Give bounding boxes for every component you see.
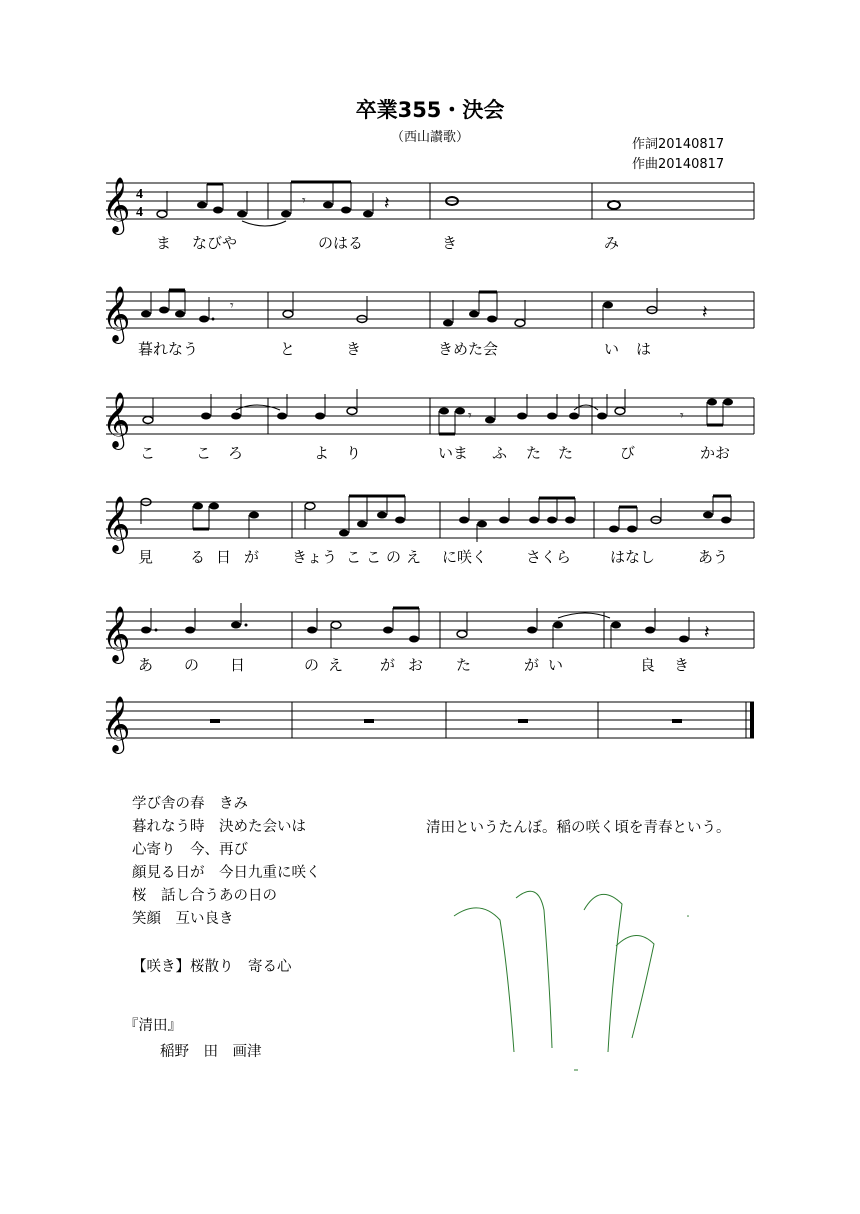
lyric: こ (196, 444, 212, 462)
lyric: はなし (610, 548, 656, 566)
lyric: え (406, 548, 422, 566)
lyric: よ (314, 444, 330, 462)
poem-line: 心寄り 今、再び (132, 842, 248, 858)
lyric: が (244, 548, 260, 566)
page-subtitle: （西山讃歌） (390, 130, 469, 145)
notes-m3 (443, 292, 525, 327)
rice-plant-illustration (440, 870, 700, 1080)
lyric: た (558, 444, 574, 462)
lyric: た (526, 444, 542, 462)
lyric: い (548, 656, 564, 674)
poem-line: 笑顔 互い良き (132, 911, 234, 927)
svg-text:𝄾: 𝄾 (302, 193, 306, 209)
lyric: ま (156, 234, 172, 252)
lyric: き (346, 340, 362, 358)
lyric: こ (366, 548, 382, 566)
svg-text:𝄽: 𝄽 (702, 302, 708, 323)
svg-text:𝄾: 𝄾 (230, 298, 234, 314)
lyricist-credit: 作詞20140817 (632, 137, 725, 152)
signature-label: 『清田』 (124, 1018, 182, 1034)
lyric: が (380, 656, 396, 674)
treble-clef-icon: 𝄞 (102, 696, 131, 752)
side-note: 清田というたんぼ。稲の咲く頃を青春という。 (426, 820, 731, 836)
notes-m4 (611, 608, 710, 648)
lyric: 見 (138, 548, 154, 566)
treble-clef-icon: 𝄞 (102, 286, 131, 342)
lyric: きめた会 (438, 340, 499, 358)
lyric: きょう (292, 548, 338, 566)
lyric: き (442, 234, 458, 252)
lyric: び (620, 444, 636, 462)
lyric: のはる (318, 234, 364, 252)
lyric: が (524, 656, 540, 674)
staff-system-5 (102, 603, 754, 664)
lyric: 良 (640, 656, 656, 674)
notes-m3 (439, 394, 598, 434)
svg-text:𝄾: 𝄾 (680, 408, 684, 424)
lyric: は (636, 340, 652, 358)
treble-clef-icon: 𝄞 (102, 496, 131, 552)
lyric: た (456, 656, 472, 674)
lyric: に咲く (442, 548, 488, 566)
signature-name: 稲野 田 画津 (160, 1044, 262, 1060)
treble-clef-icon: 𝄞 (102, 392, 131, 448)
lyric: こ (140, 444, 156, 462)
lyric: み (604, 234, 620, 252)
lyric: 日 (230, 656, 246, 674)
treble-clef-icon: 𝄞 (102, 606, 131, 662)
staff-system-3 (102, 389, 754, 450)
lyric: え (328, 656, 344, 674)
lyric: なびや (192, 234, 238, 252)
notes-m1 (141, 603, 248, 634)
staff-system-6 (102, 696, 754, 754)
notes-m2 (281, 182, 390, 218)
svg-text:𝄽: 𝄽 (384, 193, 390, 214)
svg-text:𝄽: 𝄽 (704, 622, 710, 643)
lyric: かお (700, 444, 731, 462)
staff-system-2 (102, 286, 754, 344)
lyric: こ (346, 548, 362, 566)
lyric: あう (698, 548, 729, 566)
lyric: い (604, 340, 620, 358)
poem-line: 学び舎の春 きみ (132, 796, 248, 812)
notes-m1 (157, 184, 286, 226)
lyric: き (674, 656, 690, 674)
lyric: 暮れなう (138, 340, 199, 358)
keyword-line: 【咲き】桜散り 寄る心 (132, 959, 292, 975)
notes-m1 (141, 499, 259, 539)
time-sig-bottom: 4 (136, 205, 143, 220)
lyric: ろ (228, 444, 244, 462)
notes-m4 (603, 288, 708, 328)
lyric: いま (438, 444, 469, 462)
notes-m2 (307, 608, 419, 648)
time-sig-top: 4 (136, 187, 143, 202)
notes-m1 (141, 290, 234, 323)
svg-text:𝄾: 𝄾 (468, 408, 472, 424)
notes-m3 (457, 608, 610, 648)
notes-m2 (283, 292, 367, 323)
lyric: り (346, 444, 362, 462)
page-title: 卒業355・決会 (355, 98, 505, 122)
treble-clef-icon: 𝄞 (102, 177, 131, 233)
lyric: の (304, 656, 320, 674)
composer-credit: 作曲20140817 (632, 157, 725, 172)
lyric: ふ (492, 444, 508, 462)
lyric: る (190, 548, 206, 566)
staff-system-1 (102, 177, 754, 235)
lyric: さくら (526, 548, 572, 566)
notes-m2 (277, 389, 357, 420)
lyric: お (408, 656, 424, 674)
notes-m4 (608, 201, 620, 209)
lyric: の (184, 656, 200, 674)
lyric: と (280, 340, 296, 358)
lyric: 日 (216, 548, 232, 566)
lyric: あ (138, 656, 154, 674)
lyric: の (386, 548, 402, 566)
poem-line: 顔見る日が 今日九重に咲く (132, 865, 321, 881)
poem-line: 桜 話し合うあの日の (132, 888, 277, 904)
notes-m4 (609, 496, 731, 533)
poem-line: 暮れなう時 決めた会いは (132, 819, 306, 835)
